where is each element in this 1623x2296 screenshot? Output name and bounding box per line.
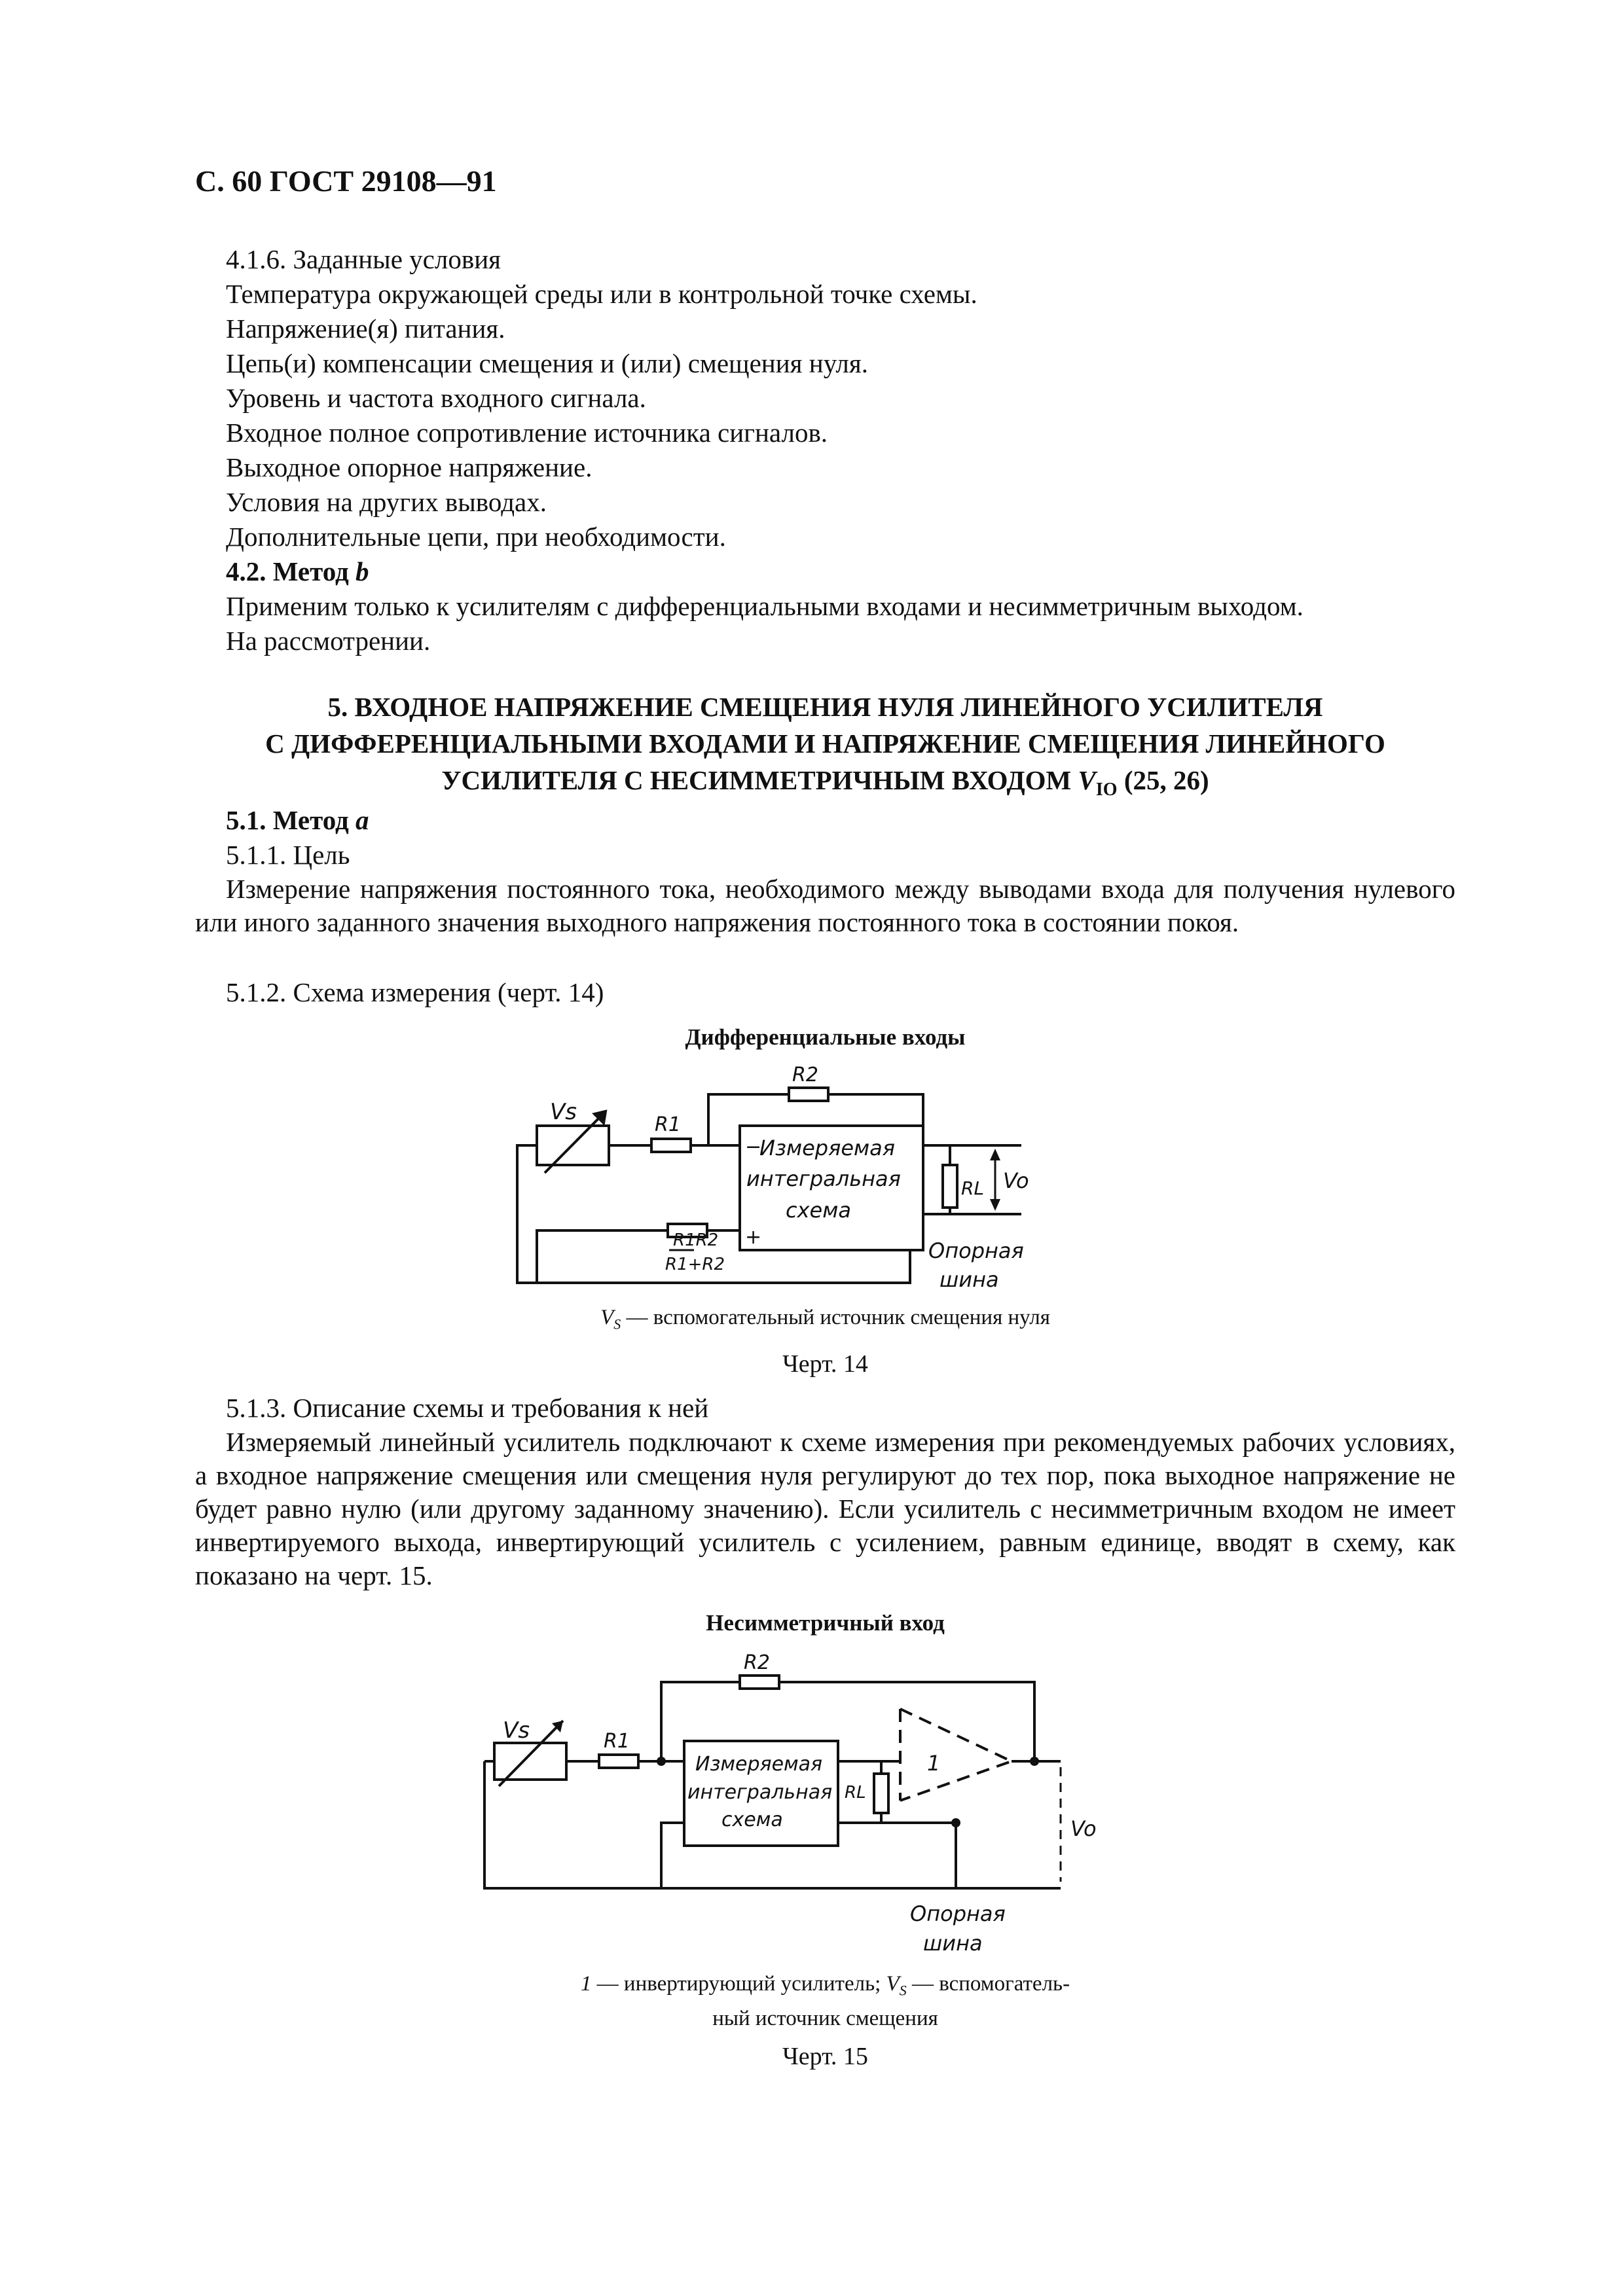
resistor-r2 <box>789 1088 828 1101</box>
caption-symbol: V <box>600 1306 614 1329</box>
wire <box>661 1823 684 1888</box>
condition-line: Входное полное сопротивление источника сигналов. <box>226 418 828 448</box>
section-5-refs: (25, 26) <box>1123 765 1209 795</box>
ic-label-line3: схема <box>786 1198 851 1223</box>
condition-line: Дополнительные цепи, при необходимости. <box>226 522 726 552</box>
ic-label-line1: Измеряемая <box>759 1136 896 1160</box>
label-rl: RL <box>845 1783 866 1803</box>
section-5-symbol-sub: IO <box>1095 780 1118 800</box>
ic-label-line2: интегральная <box>746 1166 901 1191</box>
resistor-r1 <box>651 1139 691 1152</box>
condition-line: Температура окружающей среды или в контрольной точке схемы. <box>226 279 977 309</box>
condition-line: Напряжение(я) питания. <box>226 314 505 344</box>
node-dot <box>657 1757 666 1766</box>
caption-text: — инвертирующий усилитель; <box>591 1972 886 1996</box>
section-5-title-line: С ДИФФЕРЕНЦИАЛЬНЫМИ ВХОДАМИ И НАПРЯЖЕНИЕ СМЕЩЕНИЯ ЛИНЕЙНОГО <box>265 728 1385 759</box>
source-box <box>494 1743 566 1780</box>
amp-body <box>900 1709 1012 1801</box>
ground-label-line2: шина <box>939 1267 999 1292</box>
figure-15-circuit <box>458 1640 1113 1967</box>
resistor-rl <box>874 1774 888 1813</box>
node-dot <box>951 1818 960 1827</box>
section-5-title-line: 5. ВХОДНОЕ НАПРЯЖЕНИЕ СМЕЩЕНИЯ НУЛЯ ЛИНЕЙНОГО УСИЛИТЕЛЯ <box>327 692 1323 722</box>
section-5-title <box>195 689 1455 808</box>
label-minus: − <box>745 1136 762 1158</box>
resistor-r1 <box>599 1755 638 1768</box>
label-fraction-den: R1+R2 <box>665 1255 725 1274</box>
vo-arrow-head <box>990 1199 1000 1211</box>
goal-paragraph <box>195 872 1455 939</box>
goal-title: 5.1.1. Цель <box>226 840 350 870</box>
label-rl: RL <box>961 1177 985 1199</box>
label-vs: Vs <box>550 1099 577 1125</box>
method-heading <box>226 554 369 589</box>
section-5-1-3-title: 5.1.3. Описание схемы и требования к ней <box>226 1393 709 1423</box>
label-vs: Vs <box>503 1717 530 1744</box>
goal-text: Измерение напряжения постоянного тока, необходимого между выводами входа для получения нулевого или иного заданного значения выходного напряжения постоянного тока в состоянии покоя. <box>195 874 1455 937</box>
label-r1: R1 <box>655 1113 681 1136</box>
label-fraction-num: R1R2 <box>673 1230 719 1250</box>
section-5-symbol: V <box>1078 765 1096 795</box>
section-5-1-3-paragraph <box>195 1426 1455 1592</box>
label-vo: Vo <box>1003 1168 1029 1193</box>
vo-arrow-head <box>990 1149 1000 1160</box>
caption-symbol-sub: S <box>613 1316 621 1333</box>
ground-label-line2: шина <box>923 1931 983 1956</box>
section-title: 4.1.6. Заданные условия <box>226 244 501 274</box>
method-heading <box>226 803 369 838</box>
caption-number: 1 <box>580 1972 592 1996</box>
ground-label-line1: Опорная <box>928 1238 1024 1263</box>
figure-14-caption <box>195 1304 1455 1338</box>
label-r2: R2 <box>744 1651 770 1674</box>
section-5-title-line <box>195 762 1455 808</box>
method-heading-text: 5.1. Метод <box>226 805 349 835</box>
label-r2: R2 <box>792 1064 818 1086</box>
method-text: Применим только к усилителям с дифференциальными входами и несимметричным выходом. <box>226 591 1304 621</box>
method-text: На рассмотрении. <box>226 626 431 656</box>
method-letter: b <box>356 556 369 586</box>
figure-14-circuit <box>498 1054 1165 1302</box>
section-5-title-text: УСИЛИТЕЛЯ С НЕСИММЕТРИЧНЫМ ВХОДОМ <box>441 765 1072 795</box>
ic-label-line2: интегральная <box>687 1781 833 1804</box>
condition-line: Цепь(и) компенсации смещения и (или) смещения нуля. <box>226 348 868 378</box>
figure-15-title: Несимметричный вход <box>706 1610 945 1636</box>
caption-line <box>195 1970 1455 2005</box>
caption-text: — вспомогатель- <box>906 1972 1070 1996</box>
caption-text: — вспомогательный источник смещения нуля <box>621 1306 1050 1329</box>
resistor-rl <box>943 1165 957 1208</box>
ic-label-line1: Измеряемая <box>695 1753 823 1776</box>
condition-line: Уровень и частота входного сигнала. <box>226 383 646 413</box>
wire <box>779 1682 1034 1761</box>
method-heading-text: 4.2. Метод <box>226 556 349 586</box>
caption-line: ный источник смещения <box>712 2006 938 2030</box>
ic-label-line3: схема <box>721 1808 783 1831</box>
section-5-1-3-text: Измеряемый линейный усилитель подключают к схеме измерения при рекомендуемых рабочих условиях, а входное напряжение смещения или смещения нуля регулируют до тех пор, пока выходное напряжение не будет равно нулю (или другому заданному значению). Если усилитель с несимметричным входом не имеет инвертируемого выхода, инвертирующий усилитель с усилением, равным единице, вводят в схему, как показано на черт. 15. <box>195 1427 1455 1590</box>
method-letter: а <box>356 805 369 835</box>
figure-14-title: Дифференциальные входы <box>685 1024 966 1050</box>
figure-15-caption <box>195 1970 1455 2032</box>
page-header: С. 60 ГОСТ 29108—91 <box>195 164 497 198</box>
caption-symbol: V <box>886 1972 900 1996</box>
condition-line: Условия на других выводах. <box>226 487 547 517</box>
wire <box>661 1682 740 1761</box>
node-dot <box>1030 1757 1039 1766</box>
caption-symbol-sub: S <box>899 1982 907 1999</box>
label-vo: Vo <box>1070 1816 1097 1841</box>
resistor-r2 <box>740 1676 779 1689</box>
wire <box>537 1230 668 1283</box>
figure-14-number: Черт. 14 <box>782 1350 868 1378</box>
label-amp: 1 <box>927 1751 941 1776</box>
ground-label-line1: Опорная <box>910 1901 1006 1926</box>
figure-15-number: Черт. 15 <box>782 2043 868 2070</box>
label-r1: R1 <box>604 1730 630 1753</box>
scheme-title: 5.1.2. Схема измерения (черт. 14) <box>226 977 604 1007</box>
label-plus: + <box>745 1226 762 1249</box>
condition-line: Выходное опорное напряжение. <box>226 452 593 482</box>
